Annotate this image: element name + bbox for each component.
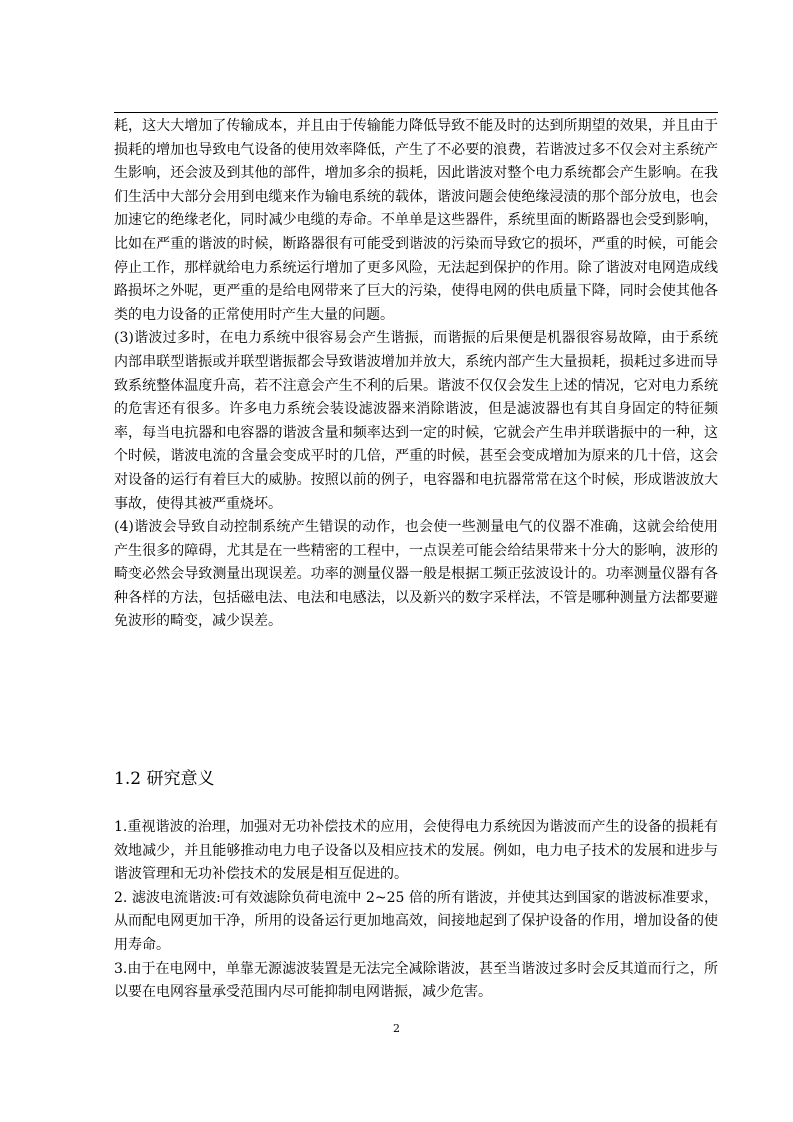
paragraph-significance-3: 3.由于在电网中，单靠无源滤波装置是无法完全减除谐波，甚至当谐波过多时会反其道而行之，所以要在电网容量承受范围内尽可能抑制电网谐振，减少危害。 bbox=[114, 960, 718, 1001]
paragraph-harmonic-losses: 耗，这大大增加了传输成本，并且由于传输能力降低导致不能及时的达到所期望的效果，并且由于损耗的增加也导致电气设备的使用效率降低，产生了不必要的浪费，若谐波过多不仅会对主系统产生影响，还会波及到其他的部件，增加多余的损耗，因此谐波对整个电力系统都会产生影响。在我们生活中大部分会用到电缆来作为输电系统的载体，谐波问题会使绝缘浸渍的那个部分放电，也会加速它的绝缘老化，同时减少电缆的寿命。不单单是这些器件，系统里面的断路器也会受到影响，比如在严重的谐波的时候，断路器很有可能受到谐波的污染而导致它的损坏，严重的时候，可能会停止工作，那样就给电力系统运行增加了更多风险，无法起到保护的作用。除了谐波对电网造成线路损坏之外呢，更严重的是给电网带来了巨大的污染，使得电网的供电质量下降，同时会使其他各类的电力设备的正常使用时产生大量的问题。 bbox=[114, 118, 718, 323]
body-text-top bbox=[114, 115, 718, 634]
body-text-section bbox=[114, 816, 718, 1005]
paragraph-measurement-errors: (4)谐波会导致自动控制系统产生错误的动作，也会使一些测量电气的仪器不准确，这就会给使用产生很多的障碍，尤其是在一些精密的工程中，一点误差可能会给结果带来十分大的影响，波形的畸变必然会导致测量出现误差。功率的测量仪器一般是根据工频正弦波设计的。功率测量仪器有各种各样的方法，包括磁电法、电法和电感法，以及新兴的数字采样法，不管是哪种测量方法都要避免波形的畸变，减少误差。 bbox=[114, 519, 718, 630]
page-number: 2 bbox=[393, 1022, 400, 1035]
paragraph-significance-1: 1.重视谐波的治理，加强对无功补偿技术的应用，会使得电力系统因为谐波而产生的设备的损耗有效地减少，并且能够推动电力电子设备以及相应技术的发展。例如，电力电子技术的发展和进步与谐波管理和无功补偿技术的发展是相互促进的。 bbox=[114, 819, 718, 883]
paragraph-significance-2: 2. 滤波电流谐波:可有效滤除负荷电流中 2~25 倍的所有谐波，并使其达到国家的谐波标准要求，从而配电网更加干净，所用的设备运行更加地高效，间接地起到了保护设备的作用，增加设备的使用寿命。 bbox=[114, 889, 718, 953]
header-rule bbox=[114, 112, 718, 113]
section-heading: 1.2 研究意义 bbox=[114, 769, 215, 789]
paragraph-harmonic-resonance: (3)谐波过多时，在电力系统中很容易会产生谐振，而谐振的后果便是机器很容易故障，由于系统内部串联型谐振或并联型谐振都会导致谐波增加并放大，系统内部产生大量损耗，损耗过多进而导致系统整体温度升高，若不注意会产生不利的后果。谐波不仅仅会发生上述的情况，它对电力系统的危害还有很多。许多电力系统会装设滤波器来消除谐波，但是滤波器也有其自身固定的特征频率，每当电抗器和电容器的谐波含量和频率达到一定的时候，它就会产生串并联谐振中的一种，这个时候，谐波电流的含量会变成平时的几倍，严重的时候，甚至会变成增加为原来的几十倍，这会对设备的运行有着巨大的威胁。按照以前的例子，电容器和电抗器常常在这个时候，形成谐波放大事故，使得其被严重烧坏。 bbox=[114, 330, 718, 512]
